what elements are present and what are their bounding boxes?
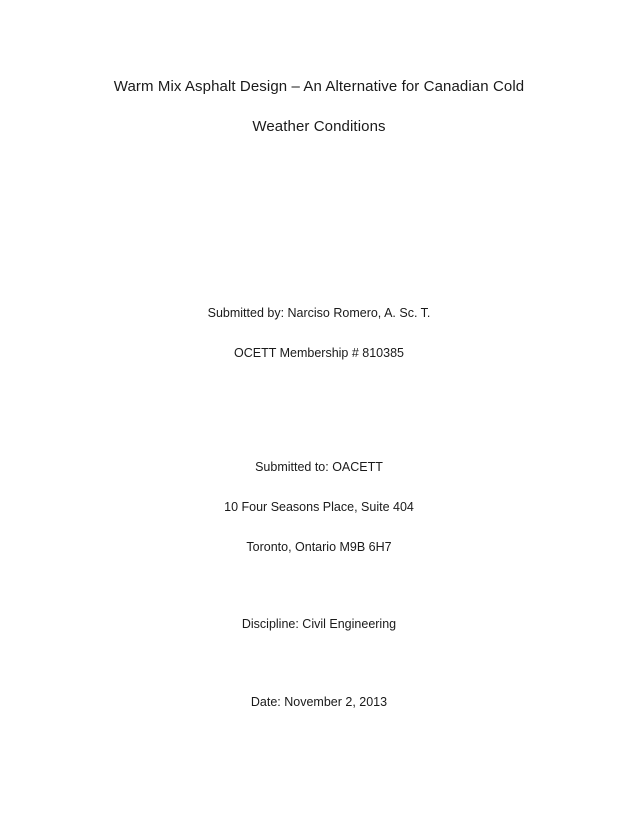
discipline: Discipline: Civil Engineering: [241, 617, 397, 631]
address-line-2: Toronto, Ontario M9B 6H7: [246, 540, 392, 554]
membership-number: OCETT Membership # 810385: [234, 346, 404, 360]
submission-date: Date: November 2, 2013: [250, 695, 388, 709]
title-line-1: Warm Mix Asphalt Design – An Alternative for Canadian Cold: [113, 78, 525, 95]
title-line-2: Weather Conditions: [252, 118, 386, 135]
address-line-1: 10 Four Seasons Place, Suite 404: [224, 500, 414, 514]
submitted-to: Submitted to: OACETT: [255, 460, 383, 474]
submitted-by: Submitted by: Narciso Romero, A. Sc. T.: [207, 306, 431, 320]
